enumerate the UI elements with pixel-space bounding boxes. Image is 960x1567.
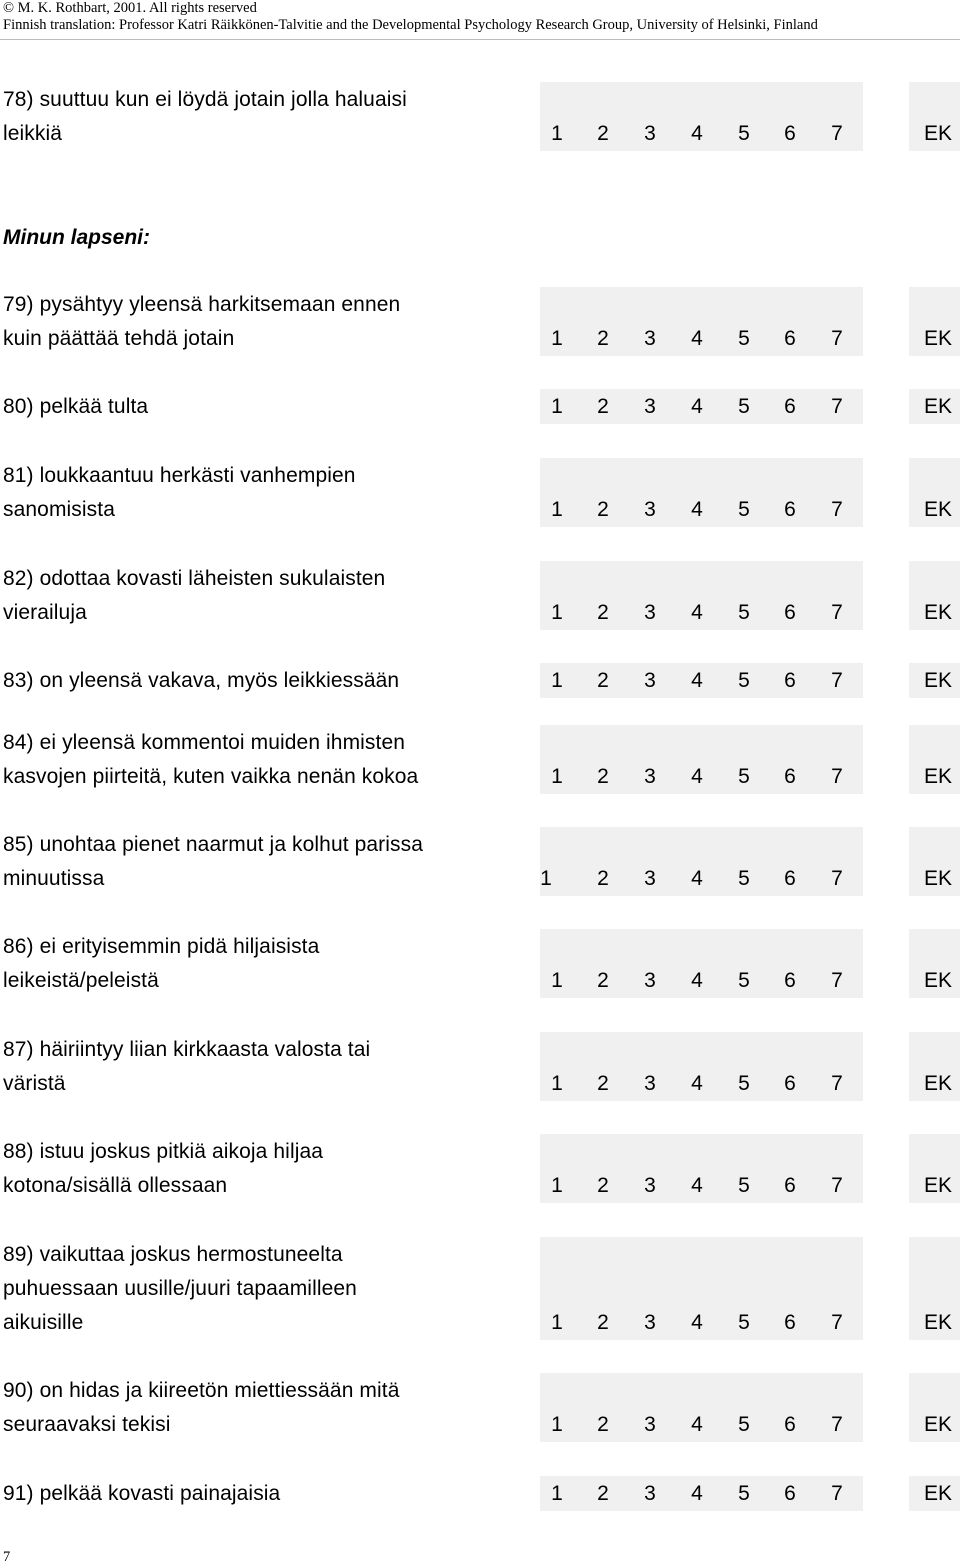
rating-option-3[interactable]: 3 [644, 1174, 656, 1197]
rating-option-1[interactable]: 1 [551, 395, 563, 418]
rating-option-1[interactable]: 1 [551, 327, 563, 350]
rating-option-5[interactable]: 5 [738, 1311, 750, 1334]
rating-option-6[interactable]: 6 [784, 1413, 796, 1436]
rating-option-7[interactable]: 7 [831, 969, 843, 992]
rating-option-6[interactable]: 6 [784, 498, 796, 521]
rating-option-7[interactable]: 7 [831, 1174, 843, 1197]
section-heading: Minun lapseni: [3, 226, 150, 249]
question-row [0, 389, 960, 424]
question-line: kasvojen piirteitä, kuten vaikka nenän kokoa [3, 765, 419, 788]
rating-option-4[interactable]: 4 [691, 1482, 703, 1505]
rating-option-2[interactable]: 2 [597, 969, 609, 992]
rating-option-5[interactable]: 5 [738, 765, 750, 788]
question-text [3, 1374, 400, 1442]
question-text [3, 288, 400, 356]
rating-option-2[interactable]: 2 [597, 669, 609, 692]
header-divider [0, 39, 960, 40]
dont-know-option[interactable]: EK [923, 1072, 952, 1095]
question-line: seuraavaksi tekisi [3, 1413, 171, 1436]
rating-option-1[interactable]: 1 [540, 867, 552, 890]
rating-option-2[interactable]: 2 [597, 327, 609, 350]
rating-option-3[interactable]: 3 [644, 669, 656, 692]
rating-option-1[interactable]: 1 [551, 765, 563, 788]
question-line: 83) on yleensä vakava, myös leikkiessään [3, 669, 400, 692]
rating-option-7[interactable]: 7 [831, 1482, 843, 1505]
rating-option-5[interactable]: 5 [738, 969, 750, 992]
question-text [3, 726, 418, 794]
dont-know-option[interactable]: EK [923, 122, 952, 145]
rating-option-4[interactable]: 4 [691, 601, 703, 624]
rating-option-2[interactable]: 2 [597, 1413, 609, 1436]
dont-know-option[interactable]: EK [923, 327, 952, 350]
rating-option-4[interactable]: 4 [691, 498, 703, 521]
rating-option-2[interactable]: 2 [597, 498, 609, 521]
rating-option-6[interactable]: 6 [784, 765, 796, 788]
rating-option-4[interactable]: 4 [691, 669, 703, 692]
dont-know-option[interactable]: EK [923, 1413, 952, 1436]
rating-option-7[interactable]: 7 [831, 1311, 843, 1334]
rating-option-5[interactable]: 5 [738, 1413, 750, 1436]
rating-option-5[interactable]: 5 [738, 122, 750, 145]
rating-option-5[interactable]: 5 [738, 1072, 750, 1095]
question-line: 88) istuu joskus pitkiä aikoja hiljaa [3, 1140, 324, 1163]
rating-option-1[interactable]: 1 [551, 1482, 563, 1505]
question-row [0, 1134, 960, 1203]
rating-option-7[interactable]: 7 [831, 498, 843, 521]
question-line: 87) häiriintyy liian kirkkaasta valosta tai [3, 1038, 371, 1061]
question-row [0, 1373, 960, 1442]
rating-option-2[interactable]: 2 [597, 1174, 609, 1197]
question-row [0, 458, 960, 527]
rating-option-6[interactable]: 6 [784, 1311, 796, 1334]
question-row [0, 827, 960, 896]
rating-option-1[interactable]: 1 [551, 969, 563, 992]
rating-option-7[interactable]: 7 [831, 1413, 843, 1436]
rating-option-1[interactable]: 1 [551, 1072, 563, 1095]
rating-option-6[interactable]: 6 [784, 669, 796, 692]
question-row [0, 82, 960, 151]
rating-option-5[interactable]: 5 [738, 1482, 750, 1505]
rating-option-2[interactable]: 2 [597, 1482, 609, 1505]
question-text [3, 828, 423, 896]
rating-option-5[interactable]: 5 [738, 1174, 750, 1197]
question-text [3, 459, 356, 527]
rating-option-7[interactable]: 7 [831, 669, 843, 692]
rating-option-7[interactable]: 7 [831, 765, 843, 788]
question-line: 91) pelkää kovasti painajaisia [3, 1482, 281, 1505]
question-line: minuutissa [3, 867, 105, 890]
rating-option-3[interactable]: 3 [644, 1413, 656, 1436]
question-line: leikkiä [3, 122, 63, 145]
dont-know-option[interactable]: EK [923, 1174, 952, 1197]
rating-option-3[interactable]: 3 [644, 1482, 656, 1505]
rating-option-3[interactable]: 3 [644, 395, 656, 418]
translation-line: Finnish translation: Professor Katri Räikkönen-Talvitie and the Developmental Psychology Research Group, University of Helsinki, Finland [3, 17, 818, 33]
rating-option-1[interactable]: 1 [551, 122, 563, 145]
rating-option-7[interactable]: 7 [831, 122, 843, 145]
rating-option-1[interactable]: 1 [551, 1311, 563, 1334]
rating-option-2[interactable]: 2 [597, 601, 609, 624]
dont-know-option[interactable]: EK [923, 395, 952, 418]
rating-option-2[interactable]: 2 [597, 122, 609, 145]
question-text [3, 930, 319, 998]
question-text [3, 1135, 323, 1203]
rating-option-3[interactable]: 3 [644, 1072, 656, 1095]
question-text [3, 1033, 370, 1101]
rating-option-6[interactable]: 6 [784, 122, 796, 145]
question-line: väristä [3, 1072, 66, 1095]
rating-option-2[interactable]: 2 [597, 765, 609, 788]
dont-know-option[interactable]: EK [923, 601, 952, 624]
question-row [0, 287, 960, 356]
rating-option-4[interactable]: 4 [691, 1072, 703, 1095]
rating-option-1[interactable]: 1 [551, 601, 563, 624]
question-text [3, 1238, 357, 1340]
rating-option-5[interactable]: 5 [738, 327, 750, 350]
rating-option-3[interactable]: 3 [644, 765, 656, 788]
question-text [3, 1477, 280, 1511]
rating-option-7[interactable]: 7 [831, 867, 843, 890]
question-line: leikeistä/peleistä [3, 969, 159, 992]
dont-know-option[interactable]: EK [923, 1482, 952, 1505]
rating-option-7[interactable]: 7 [831, 601, 843, 624]
question-row [0, 1476, 960, 1511]
question-line: 85) unohtaa pienet naarmut ja kolhut parissa [3, 833, 424, 856]
question-text [3, 83, 407, 151]
rating-option-3[interactable]: 3 [644, 969, 656, 992]
rating-option-4[interactable]: 4 [691, 1174, 703, 1197]
rating-option-5[interactable]: 5 [738, 669, 750, 692]
question-line: 82) odottaa kovasti läheisten sukulaisten [3, 567, 386, 590]
rating-option-6[interactable]: 6 [784, 1482, 796, 1505]
dont-know-option[interactable]: EK [923, 498, 952, 521]
question-line: puhuessaan uusille/juuri tapaamilleen [3, 1277, 357, 1300]
rating-option-1[interactable]: 1 [551, 1413, 563, 1436]
question-line: 78) suuttuu kun ei löydä jotain jolla haluaisi [3, 88, 407, 111]
rating-option-4[interactable]: 4 [691, 1311, 703, 1334]
question-line: sanomisista [3, 498, 115, 521]
question-line: 84) ei yleensä kommentoi muiden ihmisten [3, 731, 406, 754]
rating-option-3[interactable]: 3 [644, 601, 656, 624]
rating-option-3[interactable]: 3 [644, 498, 656, 521]
rating-option-6[interactable]: 6 [784, 1072, 796, 1095]
question-row [0, 1237, 960, 1340]
question-row [0, 663, 960, 698]
rating-option-1[interactable]: 1 [551, 669, 563, 692]
dont-know-option[interactable]: EK [923, 669, 952, 692]
rating-option-6[interactable]: 6 [784, 327, 796, 350]
dont-know-option[interactable]: EK [923, 969, 952, 992]
rating-option-3[interactable]: 3 [644, 122, 656, 145]
rating-option-6[interactable]: 6 [784, 867, 796, 890]
question-line: 79) pysähtyy yleensä harkitsemaan ennen [3, 293, 401, 316]
rating-option-7[interactable]: 7 [831, 395, 843, 418]
rating-option-4[interactable]: 4 [691, 122, 703, 145]
question-line: vierailuja [3, 601, 87, 624]
question-line: kotona/sisällä ollessaan [3, 1174, 228, 1197]
rating-option-7[interactable]: 7 [831, 327, 843, 350]
rating-option-2[interactable]: 2 [597, 1072, 609, 1095]
dont-know-option[interactable]: EK [923, 1311, 952, 1334]
question-row [0, 561, 960, 630]
rating-option-1[interactable]: 1 [551, 1174, 563, 1197]
rating-option-6[interactable]: 6 [784, 1174, 796, 1197]
question-line: 90) on hidas ja kiireetön miettiessään mitä [3, 1379, 400, 1402]
page-header [3, 0, 818, 34]
dont-know-option[interactable]: EK [923, 867, 952, 890]
rating-option-4[interactable]: 4 [691, 327, 703, 350]
rating-option-3[interactable]: 3 [644, 327, 656, 350]
rating-option-2[interactable]: 2 [597, 395, 609, 418]
rating-option-2[interactable]: 2 [597, 1311, 609, 1334]
question-text [3, 562, 385, 630]
question-row [0, 1032, 960, 1101]
rating-option-5[interactable]: 5 [738, 395, 750, 418]
question-row [0, 929, 960, 998]
question-line: 80) pelkää tulta [3, 395, 149, 418]
rating-option-4[interactable]: 4 [691, 1413, 703, 1436]
page-number: 7 [3, 1549, 11, 1565]
rating-option-4[interactable]: 4 [691, 969, 703, 992]
rating-option-4[interactable]: 4 [691, 395, 703, 418]
rating-option-6[interactable]: 6 [784, 969, 796, 992]
rating-option-5[interactable]: 5 [738, 867, 750, 890]
rating-option-2[interactable]: 2 [597, 867, 609, 890]
rating-option-5[interactable]: 5 [738, 601, 750, 624]
question-line: aikuisille [3, 1311, 84, 1334]
rating-option-4[interactable]: 4 [691, 765, 703, 788]
rating-option-5[interactable]: 5 [738, 498, 750, 521]
question-text [3, 390, 148, 424]
rating-option-7[interactable]: 7 [831, 1072, 843, 1095]
dont-know-option[interactable]: EK [923, 765, 952, 788]
question-line: 86) ei erityisemmin pidä hiljaisista [3, 935, 320, 958]
rating-option-6[interactable]: 6 [784, 395, 796, 418]
question-row [0, 725, 960, 794]
question-line: 89) vaikuttaa joskus hermostuneelta [3, 1243, 343, 1266]
question-line: 81) loukkaantuu herkästi vanhempien [3, 464, 356, 487]
question-text [3, 664, 399, 698]
rating-option-4[interactable]: 4 [691, 867, 703, 890]
rating-option-6[interactable]: 6 [784, 601, 796, 624]
rating-option-1[interactable]: 1 [551, 498, 563, 521]
rating-option-3[interactable]: 3 [644, 867, 656, 890]
copyright-line: © M. K. Rothbart, 2001. All rights reserved [3, 0, 257, 16]
question-line: kuin päättää tehdä jotain [3, 327, 235, 350]
rating-option-3[interactable]: 3 [644, 1311, 656, 1334]
